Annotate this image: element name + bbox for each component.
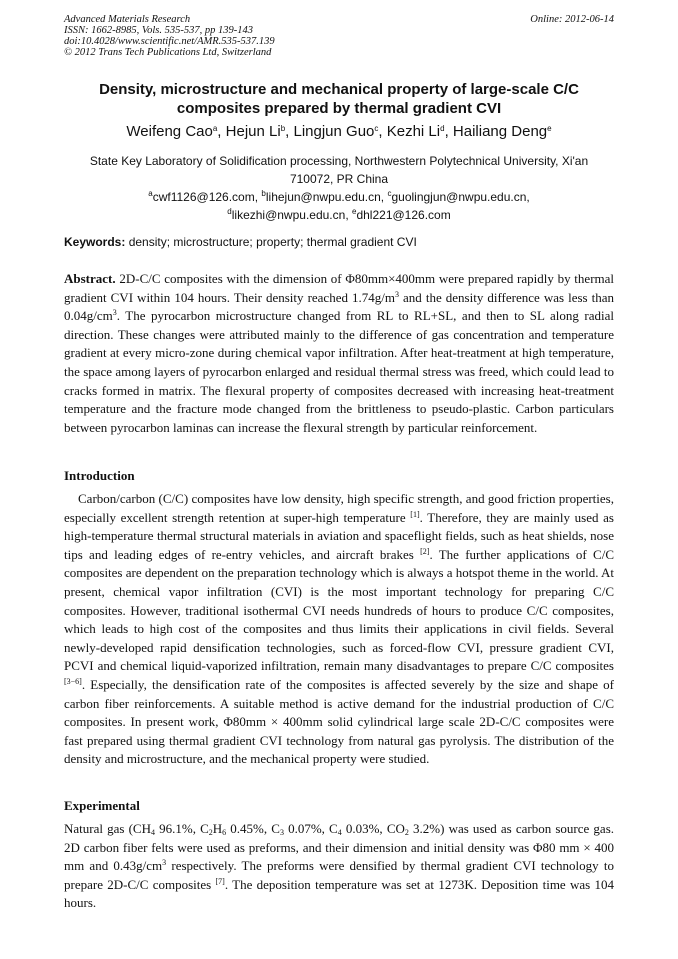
author-name: Weifeng Cao bbox=[126, 123, 213, 140]
author-mark: c bbox=[374, 124, 379, 133]
author-name: Hejun Li bbox=[225, 123, 281, 140]
citation: [2] bbox=[420, 546, 430, 556]
author-name: Kezhi Li bbox=[386, 123, 441, 140]
email-mark: b bbox=[261, 189, 266, 198]
email: likezhi@nwpu.edu.cn, bbox=[231, 208, 349, 222]
online-date: Online: 2012-06-14 bbox=[530, 14, 614, 25]
author-mark: a bbox=[212, 124, 218, 133]
keywords bbox=[64, 234, 614, 250]
paper-title: Density, microstructure and mechanical property of large-scale C/C composites prepared by thermal gradient CVI bbox=[99, 81, 579, 117]
email-line bbox=[64, 206, 614, 224]
section-heading-introduction: Introduction bbox=[64, 468, 135, 483]
email: dhl221@126.com bbox=[356, 208, 451, 222]
affiliation-line: 710072, PR China bbox=[289, 172, 389, 186]
copyright-line: © 2012 Trans Tech Publications Ltd, Switzerland bbox=[64, 47, 272, 58]
email-mark: e bbox=[352, 207, 357, 216]
doi-line: doi:10.4028/www.scientific.net/AMR.535-537.139 bbox=[64, 36, 275, 47]
email-mark: c bbox=[387, 189, 392, 198]
keywords-text: density; microstructure; property; thermal gradient CVI bbox=[128, 235, 417, 249]
issn-line: ISSN: 1662-8985, Vols. 535-537, pp 139-143 bbox=[64, 25, 253, 36]
keywords-label: Keywords: bbox=[64, 235, 126, 249]
abstract-label: Abstract. bbox=[64, 271, 116, 286]
citation: [7] bbox=[215, 876, 225, 886]
introduction-paragraph: Carbon/carbon (C/C) composites have low density, high specific strength, and good friction properties, especially excellent strength retention at super-high temperature [1]. Therefore, they are mainly used as high-temperature thermal structural materials in aviation and spaceflight fields, such as heat shields, nose tips and leading edges of re-entry vehicles, and aircraft brakes [2]. The further applications of C/C composites are dependent on the preparation technology which is always a hotspot theme in the world. At present, chemical vapor infiltration (CVI) is the most important technology for preparing C/C composites. However, traditional isothermal CVI needs hundreds of hours to produce C/C composites, which leads to high cost of the composites and thus limits their applications in civil fields. Several newly-developed rapid densification technologies, such as forced-flow CVI, pressure gradient CVI, PCVI and chemical liquid-vaporized infiltration, remain many disadvantages to prepare C/C composites [3−6]. Especially, the densification rate of the composites is affected severely by the size and shape of carbon fiber reinforcements. A suitable method is active demand for the industrial production of C/C composites. In present work, Φ80mm × 400mm solid cylindrical large scale 2D-C/C composites were fast prepared using thermal gradient CVI technology from natural gas pyrolysis. The distribution of the density and microstructure, and the mechanical property were studied. bbox=[64, 491, 614, 767]
experimental-paragraph: Natural gas ($CH_4$ 96.1%, $C_2H_6$ 0.45%, $C_3$ 0.07%, $C_4$ 0.03%, $CO_2$ 3.2%) was used as carbon source gas. 2D carbon fiber felts were used as preforms, and their dimension and initial density was Φ80 mm × 400 mm and $0.43g/cm^3$ respectively. The preforms were densified by thermal gradient CVI technology to prepare 2D-C/C composites [7]. The deposition temperature was set at 1273K. Deposition time was 104 hours. bbox=[64, 821, 615, 911]
citation: [1] bbox=[410, 509, 420, 519]
email: lihejun@nwpu.edu.cn, bbox=[265, 190, 385, 204]
affiliation-line: State Key Laboratory of Solidification processing, Northwestern Polytechnical University, Xi'an bbox=[89, 154, 589, 168]
author-mark: e bbox=[547, 124, 552, 133]
section-heading-experimental: Experimental bbox=[64, 798, 140, 813]
author-mark: d bbox=[440, 124, 445, 133]
author-name: Hailiang Deng bbox=[452, 123, 548, 140]
journal-header bbox=[64, 14, 614, 58]
author-list: Weifeng Cao$^a$, Hejun Li$^b$, Lingjun Guo$^c$, Kezhi Li$^d$, Hailiang Deng$^e$ bbox=[126, 123, 552, 140]
affiliation bbox=[64, 152, 614, 224]
email-line bbox=[64, 188, 614, 206]
journal-name: Advanced Materials Research bbox=[64, 14, 191, 25]
author-mark: b bbox=[280, 124, 286, 133]
email: cwf1126@126.com, bbox=[152, 190, 259, 204]
email: guolingjun@nwpu.edu.cn, bbox=[391, 190, 530, 204]
citation: [3−6] bbox=[64, 676, 82, 686]
author-name: Lingjun Guo bbox=[293, 123, 375, 140]
abstract: Abstract. 2D-C/C composites with the dimension of Φ80mm×400mm were prepared rapidly by thermal gradient CVI within 104 hours. Their density reached $1.74g/m^3$ and the density difference was less than $0.04g/cm^3$. The pyrocarbon microstructure changed from RL to RL+SL, and then to SL along radial direction. These changes were attributed mainly to the difference of gas concentration and temperature gradient at every micro-zone during chemical vapor infiltration. After heat-treatment at high temperature, the space among layers of pyrocarbon enlarged and residual thermal stress was freed, which could lead to cracks formed in matrix. The flexural property of composites decreased with increasing heat-treatment temperature and the fracture mode changed from the brittleness to pseudo-plastic. Carbon particulars between pyrocarbon laminas can increase the flexural strength by particular reinforcement. bbox=[64, 271, 615, 435]
email-mark: d bbox=[227, 207, 232, 216]
email-mark: a bbox=[148, 189, 153, 198]
